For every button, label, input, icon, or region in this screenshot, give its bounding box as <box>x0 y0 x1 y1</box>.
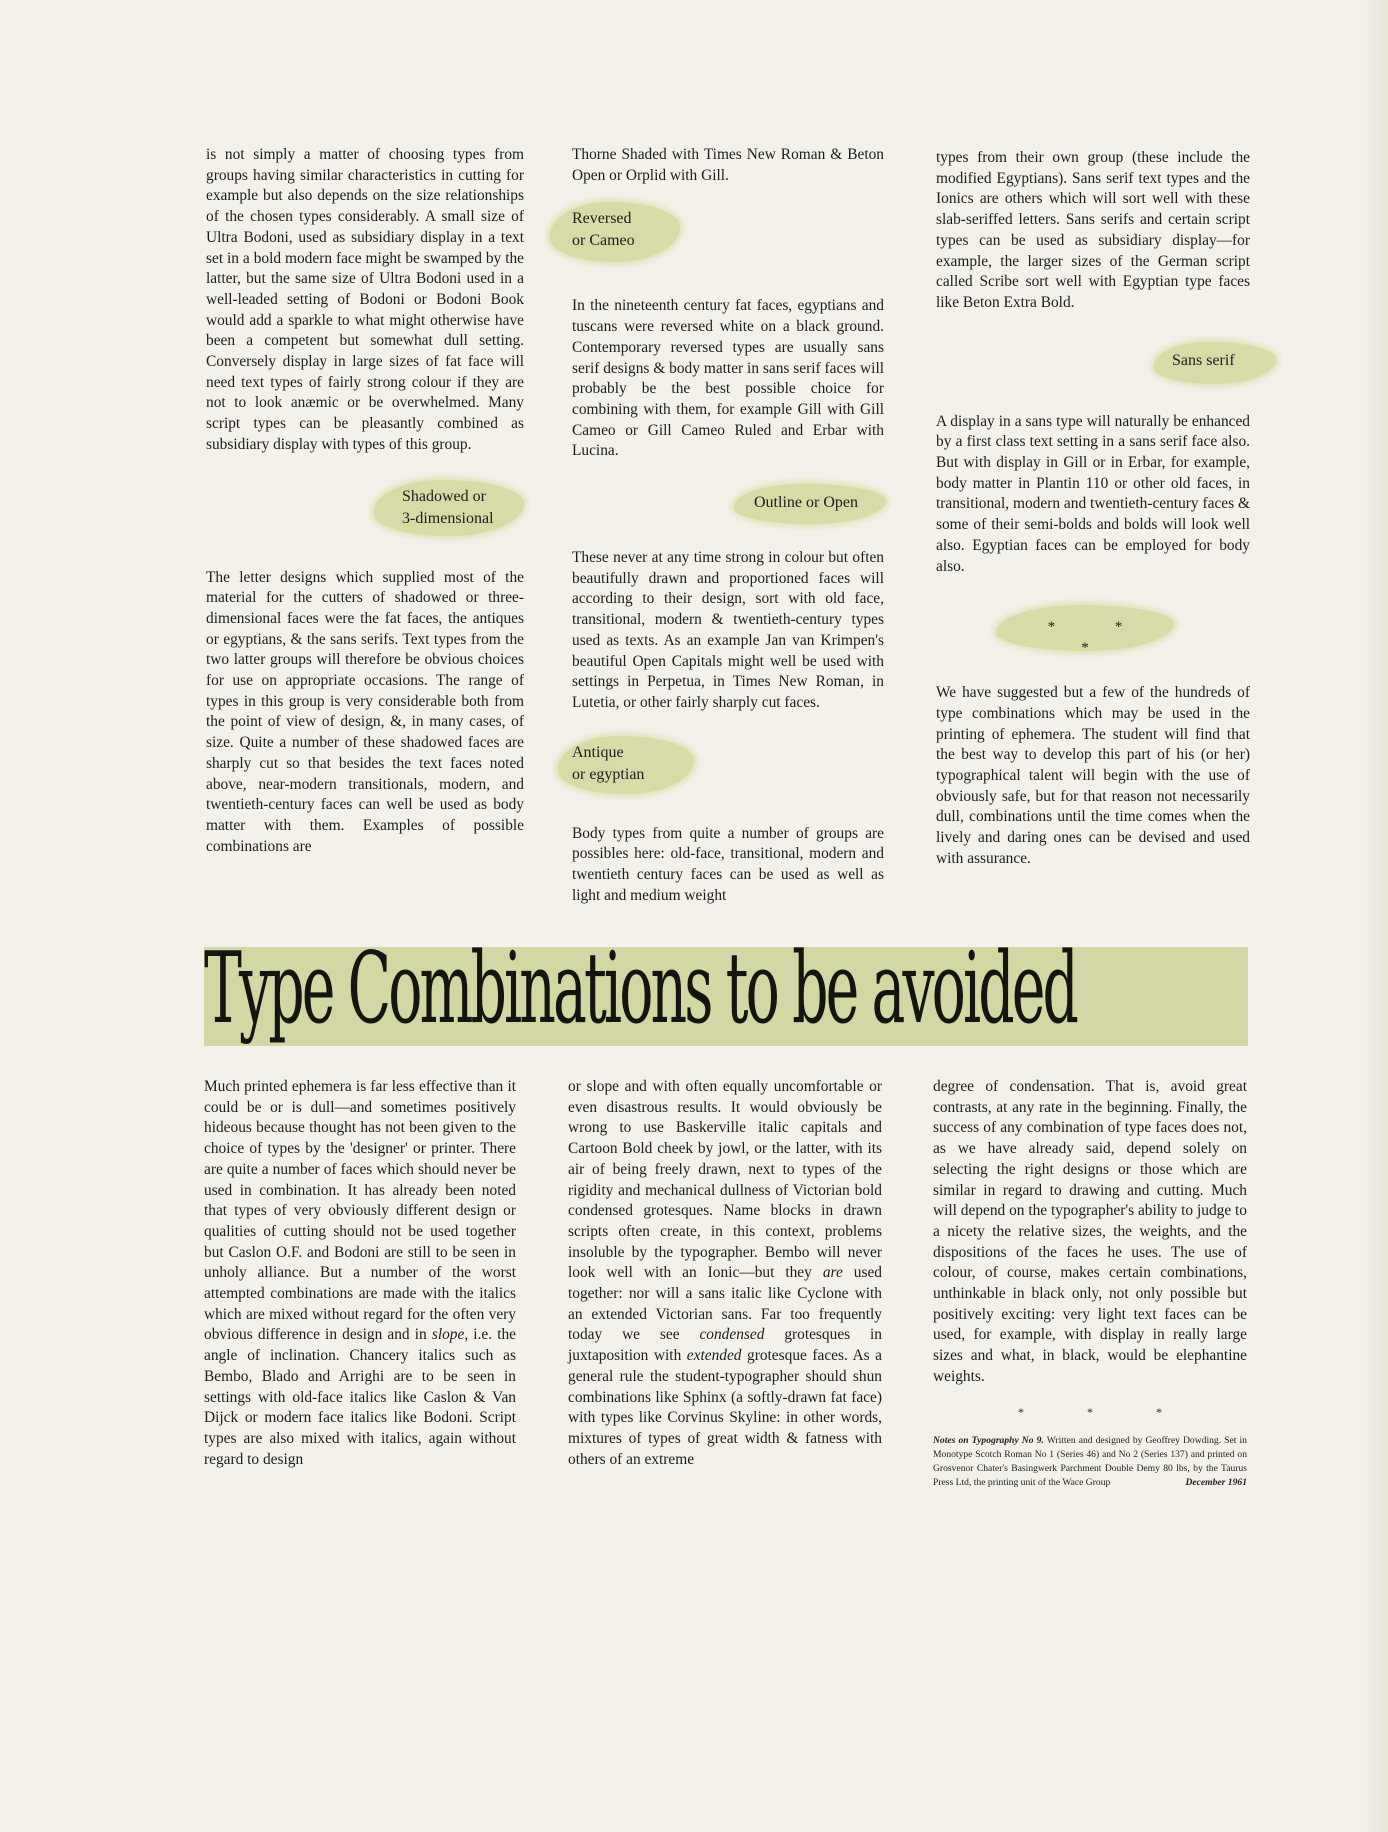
section-heading-reversed <box>572 186 884 296</box>
paragraph: Body types from quite a number of groups are possibles here: old-face, transitional, modern and twentieth century faces can be used as well as light and medium weight <box>572 824 884 904</box>
paragraph: types from their own group (these include the modified Egyptians). Sans serif text types and the Ionics are others which will sort well with these slab-seriffed letters. Sans serifs and certain script types can be used as subsidiary display—for example, the larger sizes of the German script called Scribe sort well with Egyptian type faces like Beton Extra Bold. <box>936 149 1250 311</box>
italic-run: are <box>822 1264 843 1282</box>
paragraph: In the nineteenth century fat faces, egyptians and tuscans were reversed white on a black ground. Contemporary reversed types are usually sans serif designs & body matter in sans serif faces will probably be the best possible choice for combining with them, for example Gill with Gill Cameo or Gill Cameo Ruled and Erbar with Lucina. <box>572 297 884 460</box>
heading-line: or egyptian <box>572 765 645 783</box>
section-heading-outline <box>572 462 884 548</box>
heading-text: Sans serif <box>1172 351 1235 369</box>
top-column-2 <box>572 145 884 906</box>
paragraph: A display in a sans type will naturally be enhanced by a first class text setting in a sans serif face also. But with display in Gill or in Erbar, for example, body matter in Plantin 110 or other old faces, in transitional, modern and twentieth-century faces & some of their semi-bolds and bolds will look well also. Egyptian faces can be employed for body also. <box>936 412 1250 575</box>
colophon-title: Notes on Typography No 9. <box>933 1435 1044 1447</box>
stars-ornament: * * * <box>1047 619 1151 656</box>
text-run: used together: nor will a sans italic like Cyclone with an extended Victorian sans. Far too frequently today we see <box>568 1264 882 1344</box>
paragraph <box>568 1077 882 1470</box>
paragraph <box>204 1077 516 1470</box>
section-heading-shadowed <box>206 456 524 568</box>
text-run: Much printed ephemera is far less effective than it could be or is dull—and sometimes positively hideous because thought has not been given to the choice of types by the 'designer' or printer. There are quite a number of faces which should never be used in combination. It has already been noted that types of very obviously different design or qualities of cutting should not be used together but Caslon O.F. and Bodoni are still to be seen in unholy alliance. But a number of the worst attempted combinations are made with the italics which are mixed without regard for the often very obvious difference in design and in <box>204 1078 516 1344</box>
heading-line: or Cameo <box>572 232 635 250</box>
heading-line: Antique <box>572 743 624 761</box>
page-edge-shadow <box>1354 0 1388 1832</box>
colophon-body: Written and designed by Geoffrey Dowding. Set in Monotype Scotch Roman No 1 (Series 46) and No 2 (Series 137) and printed on Grosvenor Chater's Basingwerk Parchment Double Demy 80 lbs, by the Taurus Press Ltd, the printing unit of the Wace Group <box>933 1435 1247 1488</box>
heading-text: Outline or Open <box>754 494 858 512</box>
italic-run: slope <box>431 1326 465 1344</box>
bottom-column-2 <box>568 1077 882 1470</box>
paragraph: The letter designs which supplied most of the material for the cutters of shadowed or three-dimensional faces were the fat faces, the antiques or egyptians, & the sans serifs. Text types from the two latter groups will therefore be obvious choices for use on appropriate occasions. The range of types in this group is very considerable both from the point of view of design, &, in many cases, of size. Quite a number of these shadowed faces are sharply cut so that besides the text faces noted above, near-modern transitionals, modern, and twentieth-century faces can well be used as body matter with them. Examples of possible combinations are <box>206 568 524 855</box>
paragraph: is not simply a matter of choosing types from groups having similar characteristics in cutting for example but also depends on the size relationships of the chosen types considerably. A small size of Ultra Bodoni, used as subsidiary display in a text set in a bold modern face might be swamped by the latter, but the same size of Ultra Bodoni used in a well-leaded setting of Bodoni or Bodoni Book would add a sparkle to what might otherwise have been a competent but somewhat dull setting. Conversely display in large sizes of fat face will need text types of fairly strong colour if they are not to look anæmic or be overwhelmed. Many script types can be pleasantly combined as subsidiary display with types of this group. <box>206 146 524 453</box>
bottom-column-1 <box>204 1077 516 1470</box>
stars-ornament: * * * <box>1018 1404 1192 1419</box>
top-column-3 <box>936 148 1250 870</box>
text-run: , i.e. the angle of inclination. Chancery italics such as Bembo, Blado and Arrighi are to be seen in settings with old-face italics like Caslon & Van Dijck or modern face italics like Bodoni. Script types are also mixed with italics, again without regard to design <box>204 1326 516 1468</box>
paragraph: These never at any time strong in colour but often beautifully drawn and proportioned faces will according to their design, sort with old face, transitional, modern & twentieth-century types used as texts. As an example Jan van Krimpen's beautiful Open Capitals might well be used with settings in Perpetua, in Times New Roman, in Lutetia, or other fairly sharply cut faces. <box>572 549 884 711</box>
colophon-date: December 1961 <box>1185 1476 1247 1488</box>
colophon <box>933 1434 1247 1489</box>
page-title: Type Combinations to be avoided <box>204 932 1077 1046</box>
italic-run: extended <box>686 1347 742 1365</box>
paragraph: Thorne Shaded with Times New Roman & Beton Open or Orplid with Gill. <box>572 146 884 184</box>
top-column-1 <box>206 145 524 857</box>
heading-line: 3-dimensional <box>402 509 494 527</box>
paragraph: degree of condensation. That is, avoid great contrasts, at any rate in the beginning. Finally, the success of any combination of type faces does not, as we have already said, depend solely on selecting the right designs or those which are similar in regard to drawing and cutting. Much will depend on the typographer's ability to judge to a nicety the relative sizes, the weights, and the dispositions of the faces he uses. The use of colour, of course, makes certain combinations, unthinkable in black only, not only possible but positively exciting: very light text faces can be used, for example, with display in really large sizes and what, in black, would be elephantine weights. <box>933 1078 1247 1385</box>
section-heading-antique <box>572 714 884 824</box>
heading-text <box>572 208 635 252</box>
section-heading-sans-serif <box>936 314 1250 412</box>
heading-line: Reversed <box>572 210 632 228</box>
paragraph: We have suggested but a few of the hundreds of type combinations which may be used in the printing of ephemera. The student will find that the best way to develop this part of his (or her) typographical talent will begin with the use of obviously safe, but for that reason not necessarily dull, combinations until the time comes when the lively and daring ones can be devised and used with assurance. <box>936 684 1250 867</box>
heading-text <box>572 742 644 786</box>
text-run: grotesques in juxtaposition with <box>568 1326 882 1365</box>
italic-run: condensed <box>699 1326 765 1344</box>
bottom-column-3 <box>933 1077 1247 1489</box>
text-run: or slope and with often equally uncomfortable or even disastrous results. It would obviously be wrong to use Baskerville italic capitals and Cartoon Bold cheek by jowl, or the latter, with its air of being freely drawn, next to types of the rigidity and mechanical dullness of Victorian bold condensed grotesques. Name blocks in drawn scripts often create, in this context, problems insoluble by the typographer. Bembo will never look well with an Ionic—but they <box>568 1078 882 1282</box>
section-divider <box>936 577 1250 683</box>
text-run: grotesque faces. As a general rule the student-typographer should shun combinations like Sphinx (a softly-drawn fat face) with types like Corvinus Skyline: in other words, mixtures of types of great width & fatness with others of an extreme <box>568 1347 882 1468</box>
heading-line: Shadowed or <box>402 487 486 505</box>
heading-text <box>402 486 494 530</box>
